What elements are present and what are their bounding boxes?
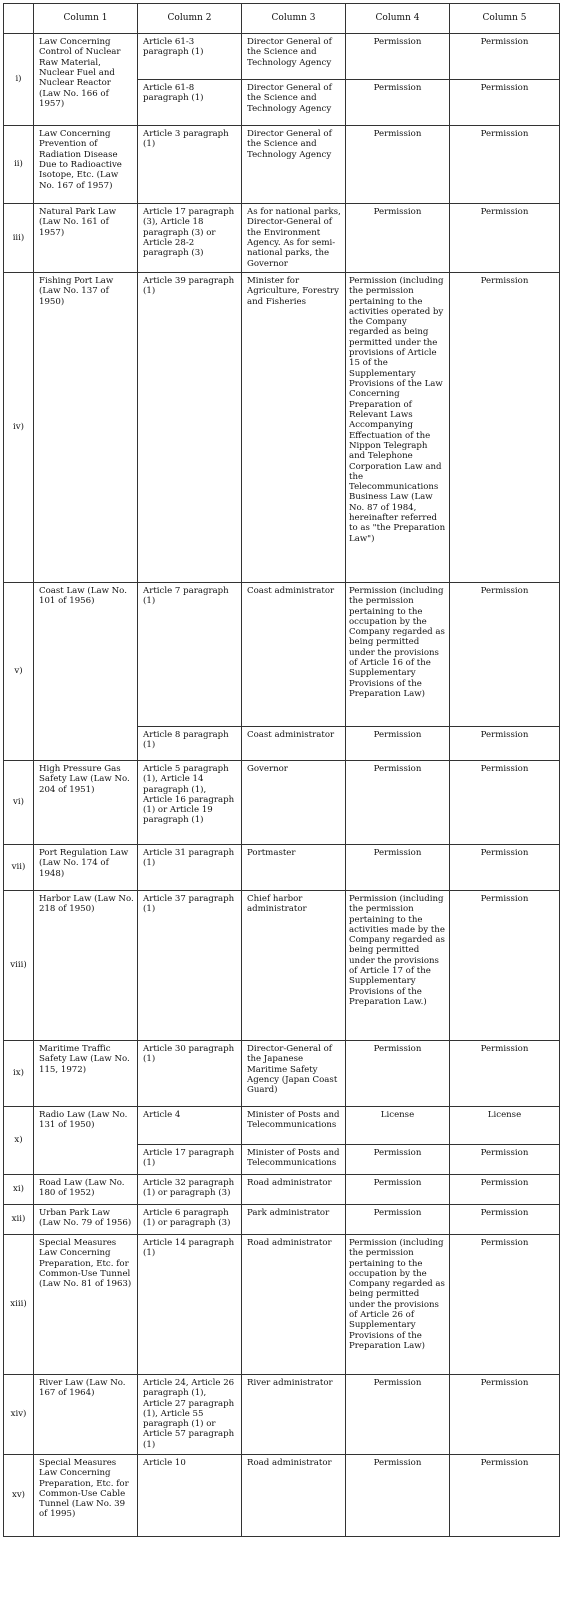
law-name-cell: Maritime Traffic Safety Law (Law No. 115, 1972) bbox=[34, 1040, 138, 1106]
disposition-cell: Permission bbox=[450, 760, 560, 844]
disposition-cell: Permission bbox=[450, 204, 560, 273]
row-number: xv) bbox=[4, 1454, 34, 1536]
authority-cell: Chief harbor administrator bbox=[242, 890, 346, 1040]
authority-cell: Road administrator bbox=[242, 1234, 346, 1374]
article-cell: Article 7 paragraph (1) bbox=[138, 582, 242, 726]
disposition-cell: License bbox=[346, 1106, 450, 1144]
row-number: viii) bbox=[4, 890, 34, 1040]
table-row bbox=[4, 1234, 560, 1374]
article-cell: Article 10 bbox=[138, 1454, 242, 1536]
row-number: xiv) bbox=[4, 1374, 34, 1454]
law-name-cell: River Law (Law No. 167 of 1964) bbox=[34, 1374, 138, 1454]
disposition-cell: Permission bbox=[346, 126, 450, 204]
article-cell: Article 4 bbox=[138, 1106, 242, 1144]
article-cell: Article 3 paragraph (1) bbox=[138, 126, 242, 204]
disposition-cell: Permission bbox=[450, 726, 560, 760]
authority-cell: Coast administrator bbox=[242, 582, 346, 726]
article-cell: Article 37 paragraph (1) bbox=[138, 890, 242, 1040]
table-row bbox=[4, 760, 560, 844]
row-number: v) bbox=[4, 582, 34, 760]
authority-cell: Coast administrator bbox=[242, 726, 346, 760]
table-row bbox=[4, 126, 560, 204]
law-name-cell: Law Concerning Control of Nuclear Raw Material, Nuclear Fuel and Nuclear Reactor (Law No. 166 of 1957) bbox=[34, 34, 138, 126]
disposition-cell: Permission bbox=[346, 1040, 450, 1106]
authority-cell: Minister for Agriculture, Forestry and Fisheries bbox=[242, 272, 346, 582]
disposition-cell: Permission (including the permission pertaining to the activities operated by the Company regarded as being permitted under the provisions of Article 15 of the Supplementary Provisions of the Law Concerning Preparation of Relevant Laws Accompanying Effectuation of the Nippon Telegraph and Telephone Corporation Law and the Telecommunications Business Law (Law No. 87 of 1984, hereinafter referred to as "the Preparation Law") bbox=[346, 272, 450, 582]
column-header: Column 1 bbox=[34, 4, 138, 34]
table-row bbox=[4, 1374, 560, 1454]
table-row bbox=[4, 1106, 560, 1144]
row-number: iii) bbox=[4, 204, 34, 273]
header-empty bbox=[4, 4, 34, 34]
row-number: ii) bbox=[4, 126, 34, 204]
law-name-cell: Law Concerning Prevention of Radiation Disease Due to Radioactive Isotope, Etc. (Law No. 167 of 1957) bbox=[34, 126, 138, 204]
disposition-cell: Permission bbox=[346, 204, 450, 273]
table-row bbox=[4, 844, 560, 890]
disposition-cell: Permission bbox=[346, 844, 450, 890]
disposition-cell: Permission bbox=[346, 1374, 450, 1454]
authority-cell: Director General of the Science and Technology Agency bbox=[242, 126, 346, 204]
table-row bbox=[4, 890, 560, 1040]
row-number: xiii) bbox=[4, 1234, 34, 1374]
law-name-cell: Port Regulation Law (Law No. 174 of 1948) bbox=[34, 844, 138, 890]
row-number: iv) bbox=[4, 272, 34, 582]
column-header: Column 4 bbox=[346, 4, 450, 34]
authority-cell: As for national parks, Director-General of the Environment Agency. As for semi-national parks, the Governor bbox=[242, 204, 346, 273]
disposition-cell: Permission bbox=[450, 80, 560, 126]
disposition-cell: Permission bbox=[450, 1234, 560, 1374]
article-cell: Article 24, Article 26 paragraph (1), Article 27 paragraph (1), Article 55 paragraph (1) or Article 57 paragraph (1) bbox=[138, 1374, 242, 1454]
authority-cell: River administrator bbox=[242, 1374, 346, 1454]
authority-cell: Director General of the Science and Technology Agency bbox=[242, 80, 346, 126]
law-name-cell: Road Law (Law No. 180 of 1952) bbox=[34, 1174, 138, 1204]
column-header: Column 5 bbox=[450, 4, 560, 34]
article-cell: Article 8 paragraph (1) bbox=[138, 726, 242, 760]
table-row bbox=[4, 582, 560, 726]
disposition-cell: Permission bbox=[346, 1174, 450, 1204]
article-cell: Article 32 paragraph (1) or paragraph (3) bbox=[138, 1174, 242, 1204]
disposition-cell: Permission bbox=[450, 1204, 560, 1234]
article-cell: Article 30 paragraph (1) bbox=[138, 1040, 242, 1106]
column-header: Column 2 bbox=[138, 4, 242, 34]
disposition-cell: Permission (including the permission pertaining to the occupation by the Company regarded as being permitted under the provisions of Article 16 of the Supplementary Provisions of the Preparation Law) bbox=[346, 582, 450, 726]
law-name-cell: Special Measures Law Concerning Preparation, Etc. for Common-Use Cable Tunnel (Law No. 39 of 1995) bbox=[34, 1454, 138, 1536]
disposition-cell: Permission bbox=[450, 1040, 560, 1106]
authority-cell: Minister of Posts and Telecommunications bbox=[242, 1144, 346, 1174]
disposition-cell: Permission bbox=[450, 582, 560, 726]
authority-cell: Director-General of the Japanese Maritime Safety Agency (Japan Coast Guard) bbox=[242, 1040, 346, 1106]
law-name-cell: Fishing Port Law (Law No. 137 of 1950) bbox=[34, 272, 138, 582]
table-row bbox=[4, 204, 560, 273]
article-cell: Article 6 paragraph (1) or paragraph (3) bbox=[138, 1204, 242, 1234]
authority-cell: Director General of the Science and Technology Agency bbox=[242, 34, 346, 80]
disposition-cell: Permission bbox=[450, 1174, 560, 1204]
law-name-cell: Special Measures Law Concerning Preparation, Etc. for Common-Use Tunnel (Law No. 81 of 1963) bbox=[34, 1234, 138, 1374]
table-row bbox=[4, 1040, 560, 1106]
disposition-cell: Permission bbox=[450, 890, 560, 1040]
disposition-cell: Permission bbox=[450, 126, 560, 204]
disposition-cell: Permission bbox=[450, 1144, 560, 1174]
law-name-cell: High Pressure Gas Safety Law (Law No. 204 of 1951) bbox=[34, 760, 138, 844]
article-cell: Article 39 paragraph (1) bbox=[138, 272, 242, 582]
row-number: xi) bbox=[4, 1174, 34, 1204]
authority-cell: Road administrator bbox=[242, 1174, 346, 1204]
article-cell: Article 14 paragraph (1) bbox=[138, 1234, 242, 1374]
law-name-cell: Urban Park Law (Law No. 79 of 1956) bbox=[34, 1204, 138, 1234]
permissions-table bbox=[3, 3, 560, 1537]
article-cell: Article 31 paragraph (1) bbox=[138, 844, 242, 890]
law-name-cell: Natural Park Law (Law No. 161 of 1957) bbox=[34, 204, 138, 273]
law-name-cell: Coast Law (Law No. 101 of 1956) bbox=[34, 582, 138, 760]
row-number: xii) bbox=[4, 1204, 34, 1234]
disposition-cell: Permission bbox=[346, 80, 450, 126]
disposition-cell: Permission bbox=[346, 760, 450, 844]
disposition-cell: Permission bbox=[346, 34, 450, 80]
authority-cell: Minister of Posts and Telecommunications bbox=[242, 1106, 346, 1144]
disposition-cell: Permission bbox=[450, 844, 560, 890]
law-name-cell: Radio Law (Law No. 131 of 1950) bbox=[34, 1106, 138, 1174]
disposition-cell: Permission bbox=[450, 34, 560, 80]
disposition-cell: Permission bbox=[450, 272, 560, 582]
authority-cell: Road administrator bbox=[242, 1454, 346, 1536]
table-row bbox=[4, 1174, 560, 1204]
article-cell: Article 61-8 paragraph (1) bbox=[138, 80, 242, 126]
article-cell: Article 61-3 paragraph (1) bbox=[138, 34, 242, 80]
row-number: ix) bbox=[4, 1040, 34, 1106]
row-number: vi) bbox=[4, 760, 34, 844]
disposition-cell: Permission bbox=[450, 1374, 560, 1454]
law-name-cell: Harbor Law (Law No. 218 of 1950) bbox=[34, 890, 138, 1040]
article-cell: Article 17 paragraph (3), Article 18 paragraph (3) or Article 28-2 paragraph (3) bbox=[138, 204, 242, 273]
header-row bbox=[4, 4, 560, 34]
article-cell: Article 5 paragraph (1), Article 14 paragraph (1), Article 16 paragraph (1) or Article 19 paragraph (1) bbox=[138, 760, 242, 844]
disposition-cell: Permission bbox=[450, 1454, 560, 1536]
row-number: x) bbox=[4, 1106, 34, 1174]
disposition-cell: Permission bbox=[346, 1454, 450, 1536]
disposition-cell: Permission bbox=[346, 726, 450, 760]
table-row bbox=[4, 272, 560, 582]
disposition-cell: Permission (including the permission pertaining to the occupation by the Company regarded as being permitted under the provisions of Article 26 of Supplementary Provisions of the Preparation Law) bbox=[346, 1234, 450, 1374]
authority-cell: Governor bbox=[242, 760, 346, 844]
disposition-cell: Permission bbox=[346, 1144, 450, 1174]
table-row bbox=[4, 1204, 560, 1234]
table-row bbox=[4, 1454, 560, 1536]
row-number: i) bbox=[4, 34, 34, 126]
table-row bbox=[4, 34, 560, 80]
disposition-cell: Permission bbox=[346, 1204, 450, 1234]
disposition-cell: License bbox=[450, 1106, 560, 1144]
authority-cell: Park administrator bbox=[242, 1204, 346, 1234]
column-header: Column 3 bbox=[242, 4, 346, 34]
authority-cell: Portmaster bbox=[242, 844, 346, 890]
disposition-cell: Permission (including the permission pertaining to the activities made by the Company regarded as being permitted under the provisions of Article 17 of the Supplementary Provisions of the Preparation Law.) bbox=[346, 890, 450, 1040]
row-number: vii) bbox=[4, 844, 34, 890]
article-cell: Article 17 paragraph (1) bbox=[138, 1144, 242, 1174]
